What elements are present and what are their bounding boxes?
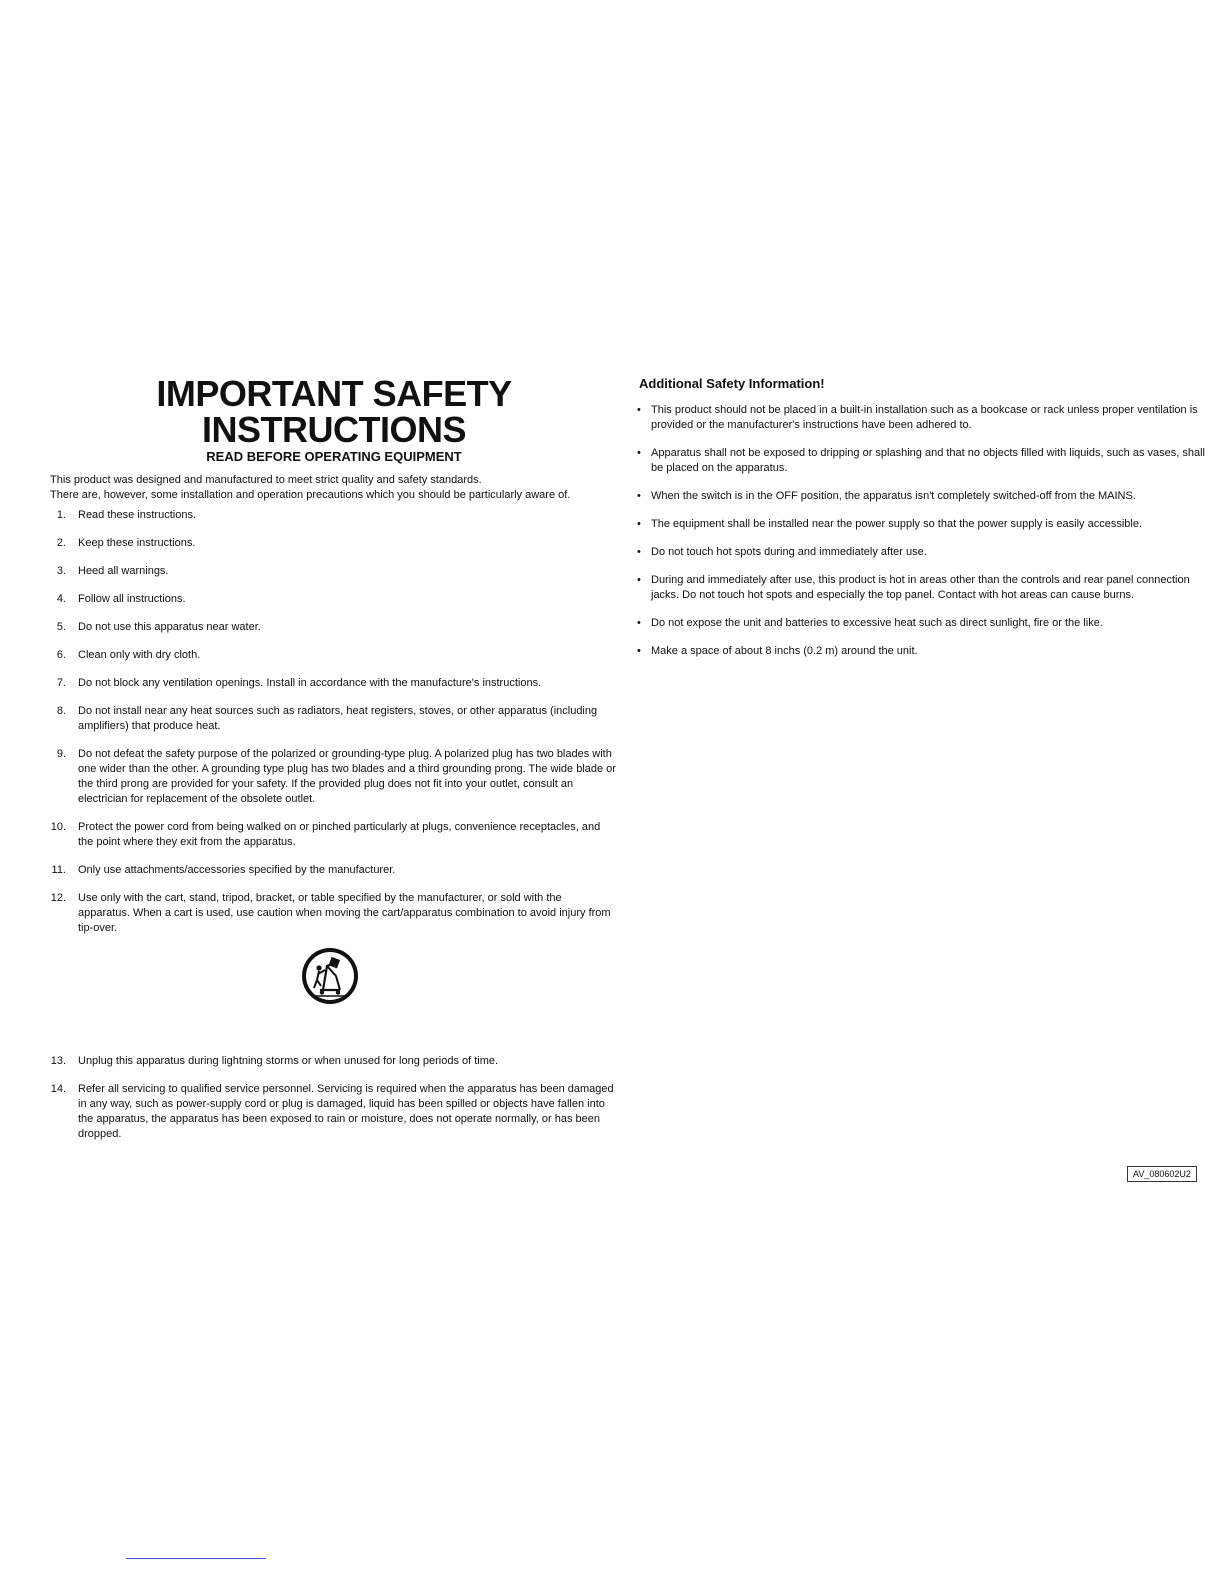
list-item bbox=[637, 446, 1209, 476]
list-item-number: 3. bbox=[56, 565, 66, 577]
list-item bbox=[48, 891, 616, 936]
list-item bbox=[48, 1054, 616, 1069]
list-item-number: 14. bbox=[50, 1083, 66, 1095]
list-item-text: The equipment shall be installed near the power supply so that the power supply is easily accessible. bbox=[651, 518, 1142, 530]
additional-safety-list bbox=[637, 403, 1209, 659]
list-item-number: 1. bbox=[56, 509, 66, 521]
list-item-text: Heed all warnings. bbox=[78, 565, 169, 577]
list-item bbox=[637, 489, 1209, 504]
list-item-text: Protect the power cord from being walked on or pinched particularly at plugs, convenience receptacles, and the point where they exit from the apparatus. bbox=[78, 821, 601, 848]
list-item bbox=[48, 592, 616, 607]
list-item bbox=[637, 644, 1209, 659]
list-item-text: Keep these instructions. bbox=[78, 537, 196, 549]
list-item bbox=[48, 648, 616, 663]
intro-line-2: There are, however, some installation and operation precautions which you should be particularly aware of. bbox=[50, 489, 571, 501]
intro-line-1: This product was designed and manufactured to meet strict quality and safety standards. bbox=[50, 474, 482, 486]
list-item-text: Do not install near any heat sources such as radiators, heat registers, stoves, or other apparatus (including amplifiers) that produce heat. bbox=[78, 705, 598, 732]
list-item-number: 6. bbox=[56, 649, 66, 661]
list-item-number: 10. bbox=[50, 821, 66, 833]
bullet-glyph: • bbox=[637, 574, 641, 586]
bullet-glyph: • bbox=[637, 645, 641, 657]
bullet-glyph: • bbox=[637, 546, 641, 558]
list-item-number: 5. bbox=[56, 621, 66, 633]
additional-safety-column bbox=[637, 376, 1209, 672]
list-item bbox=[48, 508, 616, 523]
additional-safety-heading: Additional Safety Information! bbox=[639, 376, 825, 391]
list-item bbox=[48, 676, 616, 691]
list-item-text: This product should not be placed in a built-in installation such as a bookcase or rack unless proper ventilation is provided or the manufacturer's instructions have been adhered to. bbox=[651, 404, 1198, 431]
list-item bbox=[637, 573, 1209, 603]
instruction-list bbox=[48, 508, 616, 936]
list-item-text: Read these instructions. bbox=[78, 509, 197, 521]
list-item-text: Use only with the cart, stand, tripod, bracket, or table specified by the manufacturer, or sold with the apparatus. When a cart is used, use caution when moving the cart/apparatus combination to avoid injury from tip-over. bbox=[78, 892, 611, 934]
instruction-list-continued bbox=[48, 1054, 616, 1142]
list-item-text: Follow all instructions. bbox=[78, 593, 186, 605]
list-item bbox=[637, 403, 1209, 433]
safety-instructions-column bbox=[48, 373, 616, 1155]
document-code-label: AV_080602U2 bbox=[1127, 1166, 1197, 1182]
bullet-glyph: • bbox=[637, 518, 641, 530]
bottom-divider bbox=[126, 1558, 266, 1559]
list-item bbox=[637, 545, 1209, 560]
list-item bbox=[48, 1082, 616, 1142]
list-item-number: 7. bbox=[56, 677, 66, 689]
list-item-text: When the switch is in the OFF position, the apparatus isn't completely switched-off from the MAINS. bbox=[651, 490, 1136, 502]
bullet-glyph: • bbox=[637, 404, 641, 416]
page-subtitle: READ BEFORE OPERATING EQUIPMENT bbox=[206, 449, 462, 464]
bullet-glyph: • bbox=[637, 490, 641, 502]
list-item-text: Do not use this apparatus near water. bbox=[78, 621, 261, 633]
list-item-number: 8. bbox=[56, 705, 66, 717]
list-item-number: 2. bbox=[56, 537, 66, 549]
list-item bbox=[48, 747, 616, 807]
bullet-glyph: • bbox=[637, 447, 641, 459]
list-item-text: Do not defeat the safety purpose of the polarized or grounding-type plug. A polarized plug has two blades with one wider than the other. A grounding type plug has two blades and a third grounding prong. The wide blade or the third prong are provided for your safety. If the provided plug does not fit into your outlet, consult an electrician for replacement of the obsolete outlet. bbox=[78, 748, 616, 805]
list-item-number: 12. bbox=[50, 892, 66, 904]
title-line-1: IMPORTANT SAFETY bbox=[156, 373, 512, 414]
list-item-number: 13. bbox=[50, 1055, 66, 1067]
cart-tip-over-warning-icon bbox=[300, 946, 360, 1006]
list-item-text: During and immediately after use, this product is hot in areas other than the controls and rear panel connection jacks. Do not touch hot spots and especially the top panel. Contact with hot areas can cause burns. bbox=[651, 574, 1190, 601]
list-item-text: Refer all servicing to qualified service personnel. Servicing is required when the apparatus has been damaged in any way, such as power-supply cord or plug is damaged, liquid has been spilled or objects have fallen into the apparatus, the apparatus has been exposed to rain or moisture, does not operate normally, or has been dropped. bbox=[78, 1083, 614, 1140]
intro-paragraph bbox=[50, 473, 616, 503]
list-item-number: 4. bbox=[56, 593, 66, 605]
list-item bbox=[48, 863, 616, 878]
list-item bbox=[637, 517, 1209, 532]
list-item-text: Make a space of about 8 inchs (0.2 m) around the unit. bbox=[651, 645, 918, 657]
list-item bbox=[48, 820, 616, 850]
title-line-2: INSTRUCTIONS bbox=[202, 409, 466, 450]
list-item bbox=[637, 616, 1209, 631]
list-item bbox=[48, 620, 616, 635]
list-item-text: Do not touch hot spots during and immediately after use. bbox=[651, 546, 927, 558]
list-item-number: 9. bbox=[56, 748, 66, 760]
list-item-text: Clean only with dry cloth. bbox=[78, 649, 201, 661]
list-item-text: Apparatus shall not be exposed to dripping or splashing and that no objects filled with liquids, such as vases, shall be placed on the apparatus. bbox=[651, 447, 1206, 474]
bullet-glyph: • bbox=[637, 617, 641, 629]
list-item bbox=[48, 536, 616, 551]
list-item-text: Do not block any ventilation openings. Install in accordance with the manufacture's instructions. bbox=[78, 677, 542, 689]
list-item-text: Only use attachments/accessories specified by the manufacturer. bbox=[78, 864, 396, 876]
page-title bbox=[48, 373, 620, 450]
list-item bbox=[48, 564, 616, 579]
list-item bbox=[48, 704, 616, 734]
list-item-text: Unplug this apparatus during lightning storms or when unused for long periods of time. bbox=[78, 1055, 499, 1067]
list-item-number: 11. bbox=[51, 864, 66, 876]
list-item-text: Do not expose the unit and batteries to excessive heat such as direct sunlight, fire or the like. bbox=[651, 617, 1103, 629]
